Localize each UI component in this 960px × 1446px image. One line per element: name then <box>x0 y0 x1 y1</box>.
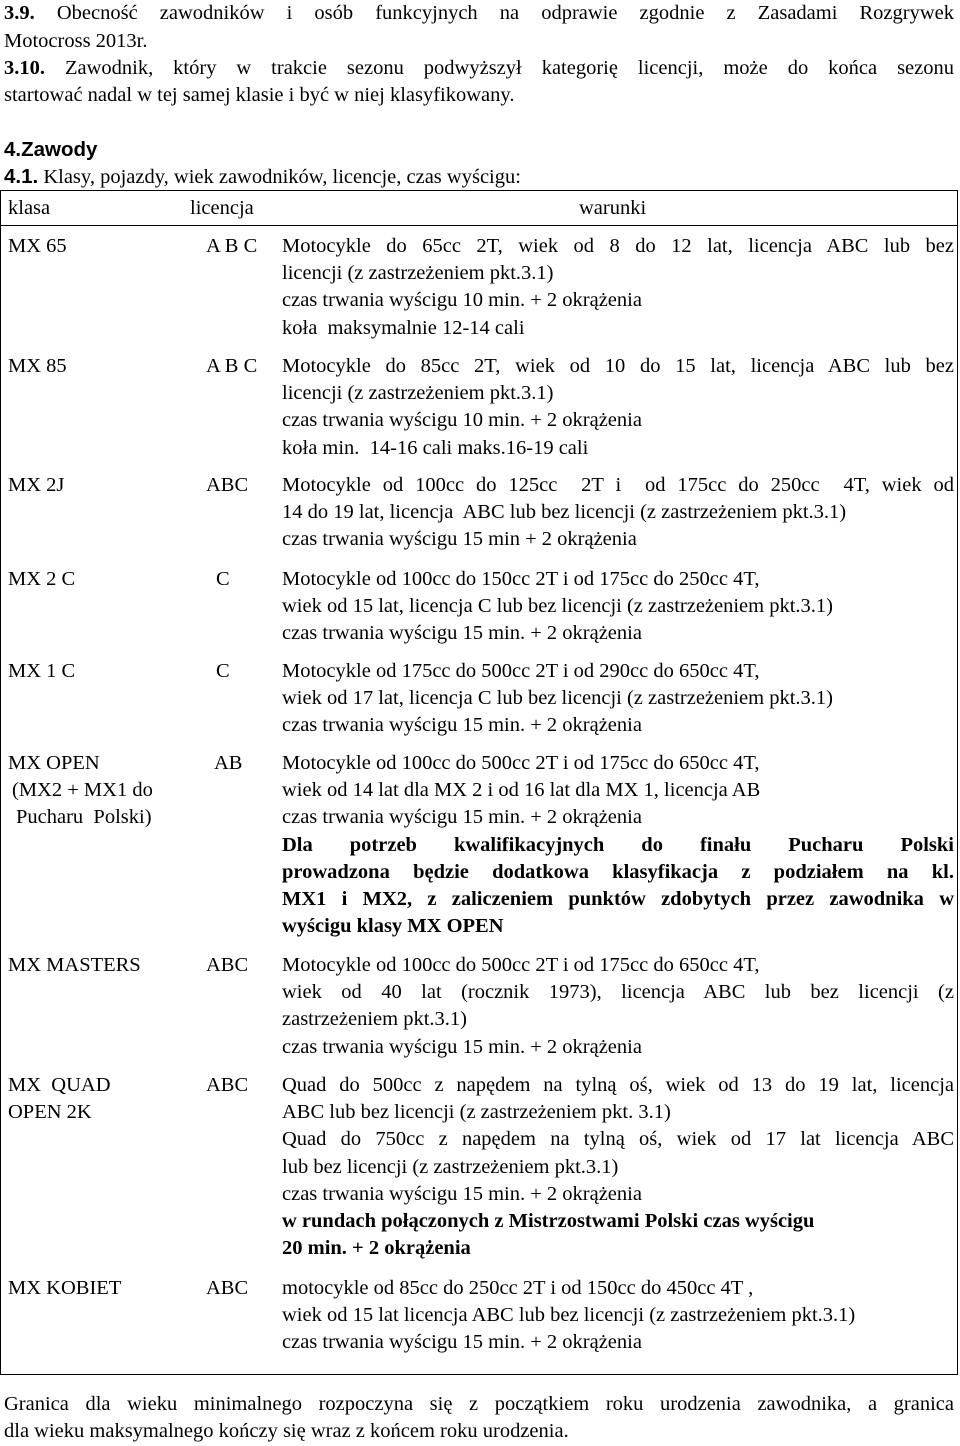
cell-warunki <box>282 353 954 462</box>
cell-warunki <box>282 1072 954 1262</box>
cell-klasa <box>8 750 183 832</box>
warunki-line: wiek od 17 lat, licencja C lub bez licencji (z zastrzeżeniem pkt.3.1) <box>282 687 833 710</box>
klasa-text: (MX2 + MX1 do <box>12 779 153 802</box>
warunki-line: Quad do 500cc z napędem na tylną oś, wiek od 13 do 19 lat, licencja <box>282 1074 954 1096</box>
footer-note-line1: Granica dla wieku minimalnego rozpoczyna się z początkiem roku urodzenia zawodnika, a granica <box>4 1393 954 1415</box>
warunki-line: ABC lub bez licencji (z zastrzeżeniem pkt. 3.1) <box>282 1101 671 1124</box>
warunki-line: wiek od 40 lat (rocznik 1973), licencja ABC lub bez licencji (z <box>282 981 954 1004</box>
paragraph-3-10-number: 3.10. <box>4 57 45 79</box>
warunki-line: Motocykle do 85cc 2T, wiek od 10 do 15 lat, licencja ABC lub bez <box>282 355 954 377</box>
section-4-1-text: Klasy, pojazdy, wiek zawodników, licencje, czas wyścigu: <box>43 166 521 188</box>
header-divider <box>1 225 957 226</box>
warunki-line: czas trwania wyścigu 15 min + 2 okrążenia <box>282 528 637 551</box>
warunki-line: czas trwania wyścigu 10 min. + 2 okrążenia <box>282 409 642 432</box>
warunki-bold-line: w rundach połączonych z Mistrzostwami Polski czas wyścigu <box>282 1210 815 1233</box>
cell-warunki <box>282 658 954 740</box>
klasa-text: MX 2 C <box>8 568 76 590</box>
warunki-line: wiek od 15 lat, licencja C lub bez licencji (z zastrzeżeniem pkt.3.1) <box>282 595 833 618</box>
warunki-line: Quad do 750cc z napędem na tylną oś, wiek od 17 lat licencja ABC <box>282 1128 954 1151</box>
klasa-text: MX 2J <box>8 474 65 496</box>
klasa-text: MX 1 C <box>8 660 76 682</box>
cell-klasa <box>8 353 183 380</box>
section-4-heading: 4.Zawody <box>4 138 98 161</box>
cell-warunki <box>282 1275 954 1357</box>
cell-warunki <box>282 233 954 342</box>
cell-klasa <box>8 1275 183 1302</box>
section-4-1-heading <box>4 163 954 191</box>
warunki-line: Motocykle od 175cc do 500cc 2T i od 290cc do 650cc 4T, <box>282 660 760 682</box>
klasa-text: MX OPEN <box>8 752 100 774</box>
warunki-bold-line: Dla potrzeb kwalifikacyjnych do finału Pucharu Polski <box>282 833 954 856</box>
warunki-line: koła min. 14-16 cali maks.16-19 cali <box>282 436 589 459</box>
klasa-text: MX MASTERS <box>8 954 141 976</box>
paragraph-3-9-line1 <box>4 0 954 27</box>
warunki-line: lub bez licencji (z zastrzeżeniem pkt.3.1) <box>282 1155 619 1178</box>
warunki-line: czas trwania wyścigu 15 min. + 2 okrążenia <box>282 1182 642 1205</box>
paragraph-3-10-line1 <box>4 55 954 82</box>
cell-warunki <box>282 472 954 554</box>
klasa-text: MX 65 <box>8 235 67 257</box>
klasa-text: Pucharu Polski) <box>16 806 152 829</box>
cell-klasa <box>8 566 183 593</box>
header-klasa: klasa <box>8 197 51 219</box>
cell-licencja: ABC <box>206 954 249 976</box>
warunki-line: koła maksymalnie 12-14 cali <box>282 316 525 339</box>
warunki-bold-line: MX1 i MX2, z zaliczeniem punktów zdobytych przez zawodnika w <box>282 888 954 911</box>
paragraph-3-9-number: 3.9. <box>4 2 35 24</box>
warunki-line: motocykle od 85cc do 250cc 2T i od 150cc do 450cc 4T , <box>282 1277 754 1299</box>
cell-klasa <box>8 1072 183 1126</box>
warunki-line: licencji (z zastrzeżeniem pkt.3.1) <box>282 382 554 405</box>
warunki-line: czas trwania wyścigu 15 min. + 2 okrążenia <box>282 714 642 737</box>
classes-table <box>0 190 958 1375</box>
footer-note-line2: dla wieku maksymalnego kończy się wraz z końcem roku urodzenia. <box>4 1420 569 1442</box>
warunki-line: czas trwania wyścigu 10 min. + 2 okrążenia <box>282 289 642 312</box>
cell-licencja: ABC <box>206 474 249 496</box>
cell-warunki <box>282 750 954 940</box>
warunki-line: Motocykle od 100cc do 125cc 2T i od 175cc do 250cc 4T, wiek od <box>282 474 954 496</box>
cell-klasa <box>8 233 183 260</box>
klasa-text: OPEN 2K <box>8 1101 92 1124</box>
paragraph-3-9-text: Obecność zawodników i osób funkcyjnych na odprawie zgodnie z Zasadami Rozgrywek <box>56 2 955 24</box>
warunki-line: wiek od 14 lat dla MX 2 i od 16 lat dla MX 1, licencja AB <box>282 779 761 802</box>
cell-licencja: ABC <box>206 1277 249 1299</box>
cell-klasa <box>8 472 183 499</box>
cell-licencja: A B C <box>206 235 258 257</box>
warunki-line: czas trwania wyścigu 15 min. + 2 okrążenia <box>282 1035 642 1058</box>
cell-licencja: C <box>216 568 230 590</box>
warunki-line: czas trwania wyścigu 15 min. + 2 okrążenia <box>282 1331 642 1354</box>
cell-klasa <box>8 952 183 979</box>
paragraph-3-10-text: Zawodnik, który w trakcie sezonu podwyższył kategorię licencji, może do końca sezonu <box>64 57 954 79</box>
warunki-line: czas trwania wyścigu 15 min. + 2 okrążenia <box>282 622 642 645</box>
paragraph-3-10-line2: startować nadal w tej samej klasie i być w niej klasyfikowany. <box>4 84 515 106</box>
klasa-text: MX KOBIET <box>8 1277 122 1299</box>
warunki-line: Motocykle od 100cc do 500cc 2T i od 175cc do 650cc 4T, <box>282 954 760 976</box>
cell-licencja: C <box>216 660 230 682</box>
header-warunki: warunki <box>579 197 647 219</box>
section-4-1-number: 4.1. <box>4 165 39 188</box>
klasa-text: MX QUAD <box>8 1074 111 1096</box>
warunki-line: wiek od 15 lat licencja ABC lub bez licencji (z zastrzeżeniem pkt.3.1) <box>282 1304 856 1327</box>
cell-klasa <box>8 658 183 685</box>
header-licencja: licencja <box>190 197 254 219</box>
warunki-line: 14 do 19 lat, licencja ABC lub bez licencji (z zastrzeżeniem pkt.3.1) <box>282 501 847 524</box>
warunki-line: Motocykle od 100cc do 500cc 2T i od 175cc do 650cc 4T, <box>282 752 760 774</box>
warunki-line: Motocykle od 100cc do 150cc 2T i od 175cc do 250cc 4T, <box>282 568 760 590</box>
cell-warunki <box>282 566 954 648</box>
klasa-text: MX 85 <box>8 355 67 377</box>
cell-warunki <box>282 952 954 1061</box>
warunki-line: zastrzeżeniem pkt.3.1) <box>282 1008 467 1031</box>
cell-licencja: AB <box>214 752 243 774</box>
cell-licencja: ABC <box>206 1074 249 1096</box>
warunki-bold-line: wyścigu klasy MX OPEN <box>282 915 504 938</box>
paragraph-3-9-line2: Motocross 2013r. <box>4 30 148 52</box>
warunki-bold-line: prowadzona będzie dodatkowa klasyfikacja z podziałem na kl. <box>282 860 954 883</box>
warunki-line: licencji (z zastrzeżeniem pkt.3.1) <box>282 262 554 285</box>
cell-licencja: A B C <box>206 355 258 377</box>
warunki-bold-line: 20 min. + 2 okrążenia <box>282 1237 471 1260</box>
warunki-line: Motocykle do 65cc 2T, wiek od 8 do 12 lat, licencja ABC lub bez <box>282 235 954 257</box>
warunki-line: czas trwania wyścigu 15 min. + 2 okrążenia <box>282 806 642 829</box>
